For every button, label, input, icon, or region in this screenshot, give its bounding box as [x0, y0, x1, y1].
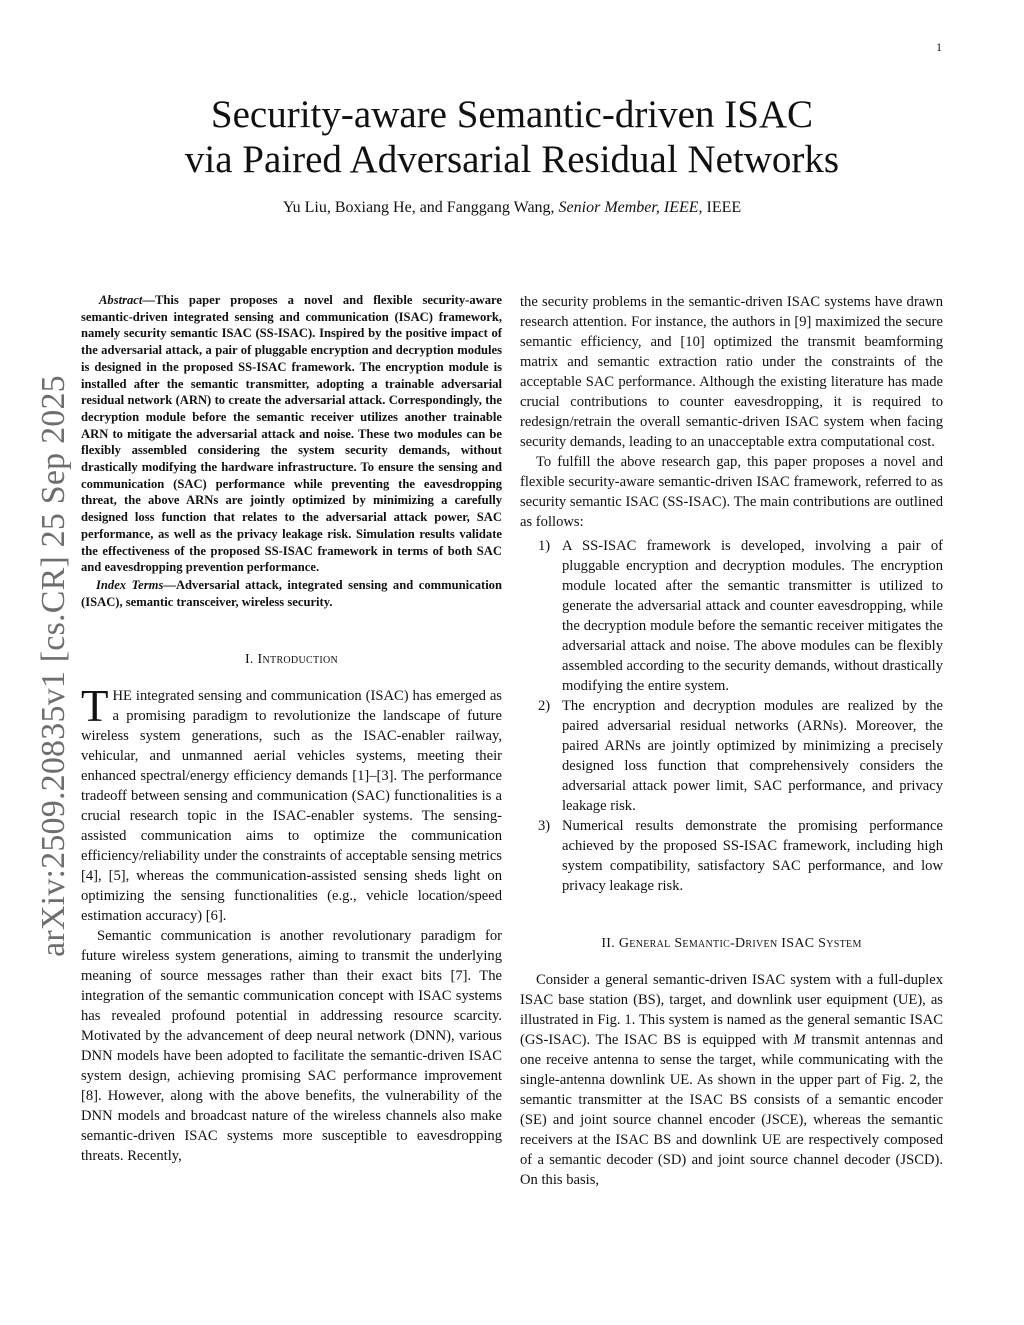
abstract — [81, 292, 502, 576]
section-2-text-a: Consider a general semantic-driven ISAC system with a full-duplex ISAC base station (BS), target, and downlink user equipment (UE), as illustrated in Fig. 1. This system is named as the general semantic ISAC (GS-ISAC). The ISAC BS is equipped with — [520, 972, 943, 1048]
drop-cap: T — [81, 681, 109, 732]
section-1-title: Introduction — [257, 652, 339, 668]
contribution-number: 3) — [538, 818, 551, 834]
index-terms-text: —Adversarial attack, integrated sensing and communication (ISAC), semantic transceiver, wireless security. — [81, 577, 502, 609]
section-2-paragraph-1 — [520, 970, 943, 1190]
contribution-text: The encryption and decryption modules are realized by the paired adversarial residual networks (ARNs). Moreover, the paired ARNs are jointly optimized by minimizing a precisely designed loss function that comprehensively considers the adversarial attack power limit, SAC performance, and privacy leakage risk. — [562, 698, 943, 814]
section-heading-general-system — [520, 934, 943, 954]
math-symbol-m: M — [793, 1032, 806, 1048]
contribution-number: 2) — [538, 698, 551, 714]
section-2-title: General Semantic-Driven ISAC System — [618, 936, 862, 951]
abstract-text: —This paper proposes a novel and flexible security-aware semantic-driven integrated sensing and communication (ISAC) framework, namely security semantic ISAC (SS-ISAC). Inspired by the positive impact of the adversarial attack, a pair of pluggable encryption and decryption modules is designed in the proposed SS-ISAC framework. The encryption module is installed after the semantic transmitter, adopting a trainable adversarial residual network (ARN) to create the adversarial attack. Correspondingly, the decryption module before the semantic receiver utilizes another trainable ARN to mitigate the adversarial attack and noise. These two modules can be flexibly assembled considering the system security demands, without drastically modifying the hardware infrastructure. To ensure the sensing and communication (SAC) performance while preventing the eavesdropping threat, the above ARNs are jointly optimized by minimizing a carefully designed loss function that relates to the adversarial attack power, SAC performance, as well as the privacy leakage risk. Simulation results validate the effectiveness of the proposed SS-ISAC framework in terms of both SAC and eavesdropping prevention performance. — [81, 293, 502, 575]
section-1-number: I. — [244, 652, 254, 668]
page-number: 1 — [936, 40, 942, 54]
author-affiliation: Senior Member, IEEE — [558, 199, 699, 216]
intro-paragraph-2: Semantic communication is another revolutionary paradigm for future wireless system generations, aiming to transmit the underlying meaning of source messages rather than their exact bits [7]. The integration of the semantic communication concept with ISAC systems has revealed profound potential in addressing resource scarcity. Motivated by the advancement of deep neural network (DNN), various DNN models have been adopted to facilitate the semantic-driven ISAC system design, achieving promising SAC performance improvement [8]. However, along with the above benefits, the vulnerability of the DNN models and broadcast nature of the wireless channels also make semantic-driven ISAC systems more susceptible to eavesdropping threats. Recently, — [81, 928, 502, 1165]
drop-cap-rest: HE — [112, 688, 132, 705]
left-column — [81, 292, 502, 1166]
section-2-number: II. — [601, 936, 616, 951]
author-suffix: , IEEE — [698, 199, 742, 216]
contribution-item — [520, 816, 943, 896]
abstract-label: Abstract — [99, 293, 143, 307]
contribution-item — [520, 696, 943, 816]
contribution-number: 1) — [538, 538, 551, 554]
intro-paragraph-3: the security problems in the semantic-driven ISAC systems have drawn research attention. For instance, the authors in [9] maximized the secure semantic efficiency, and [10] optimized the transmit beamforming matrix and semantic extraction ratio under the constraints of the acceptable SAC performance. Although the existing literature has made crucial contributions to counter eavesdropping, it is required to redesign/retrain the overall semantic-driven ISAC system when facing security demands, leading to an unacceptable extra computational cost. — [520, 294, 943, 450]
author-line — [100, 199, 924, 217]
right-column — [520, 292, 943, 1190]
contribution-item — [520, 536, 943, 696]
section-2-text-b: transmit antennas and one receive antenna to sense the target, while communicating with the single-antenna downlink UE. As shown in the upper part of Fig. 2, the semantic transmitter at the ISAC BS consists of a semantic encoder (SE) and joint source channel encoder (JSCE), whereas the semantic receivers at the ISAC BS and downlink UE are respectively composed of a semantic decoder (SD) and joint source channel decoder (JSCD). On this basis, — [520, 1032, 943, 1188]
contribution-text: Numerical results demonstrate the promising performance achieved by the proposed SS-ISAC framework, including high system compatibility, satisfactory SAC performance, and low privacy leakage risk. — [562, 818, 943, 894]
contribution-text: A SS-ISAC framework is developed, involving a pair of pluggable encryption and decryption modules. The encryption module located after the semantic transmitter is utilized to generate the adversarial attack and counter eavesdropping, while the decryption module before the semantic receiver mitigates the adversarial attack and noise. The above modules can be flexibly assembled according to the security demands, without drastically modifying the entire system. — [562, 538, 943, 694]
index-terms-label: Index Terms — [96, 577, 164, 592]
section-heading-introduction — [81, 650, 502, 670]
intro-paragraph-1 — [81, 681, 502, 926]
intro-paragraph-1-text: integrated sensing and communication (ISAC) has emerged as a promising paradigm to revolutionize the landscape of future wireless system generations, such as the ISAC-enabler railway, vehicular, and unmanned aerial vehicles systems, meeting their enhanced spectral/energy efficiency demands [1]–[3]. The performance tradeoff between sensing and communication (SAC) functionalities is a crucial research topic in the ISAC-enabler systems. The sensing-assisted communication aims to optimize the communication efficiency/reliability under the constraints of acceptable sensing metrics [4], [5], whereas the communication-assisted sensing sheds light on optimizing the sensing functionalities (e.g., vehicle location/speed estimation accuracy) [6]. — [81, 688, 502, 925]
title-line-2: via Paired Adversarial Residual Networks — [184, 138, 840, 181]
contributions-list — [520, 536, 943, 896]
title-line-1: Security-aware Semantic-driven ISAC — [210, 93, 814, 136]
paper-title — [100, 92, 924, 182]
intro-paragraph-4: To fulfill the above research gap, this paper proposes a novel and flexible security-aware semantic-driven ISAC framework, referred to as security semantic ISAC (SS-ISAC). The main contributions are outlined as follows: — [520, 454, 943, 530]
index-terms — [81, 577, 502, 610]
author-names: Yu Liu, Boxiang He, and Fanggang Wang, — [282, 199, 555, 216]
arxiv-side-stamp: arXiv:2509.20835v1 [cs.CR] 25 Sep 2025 — [35, 375, 72, 957]
